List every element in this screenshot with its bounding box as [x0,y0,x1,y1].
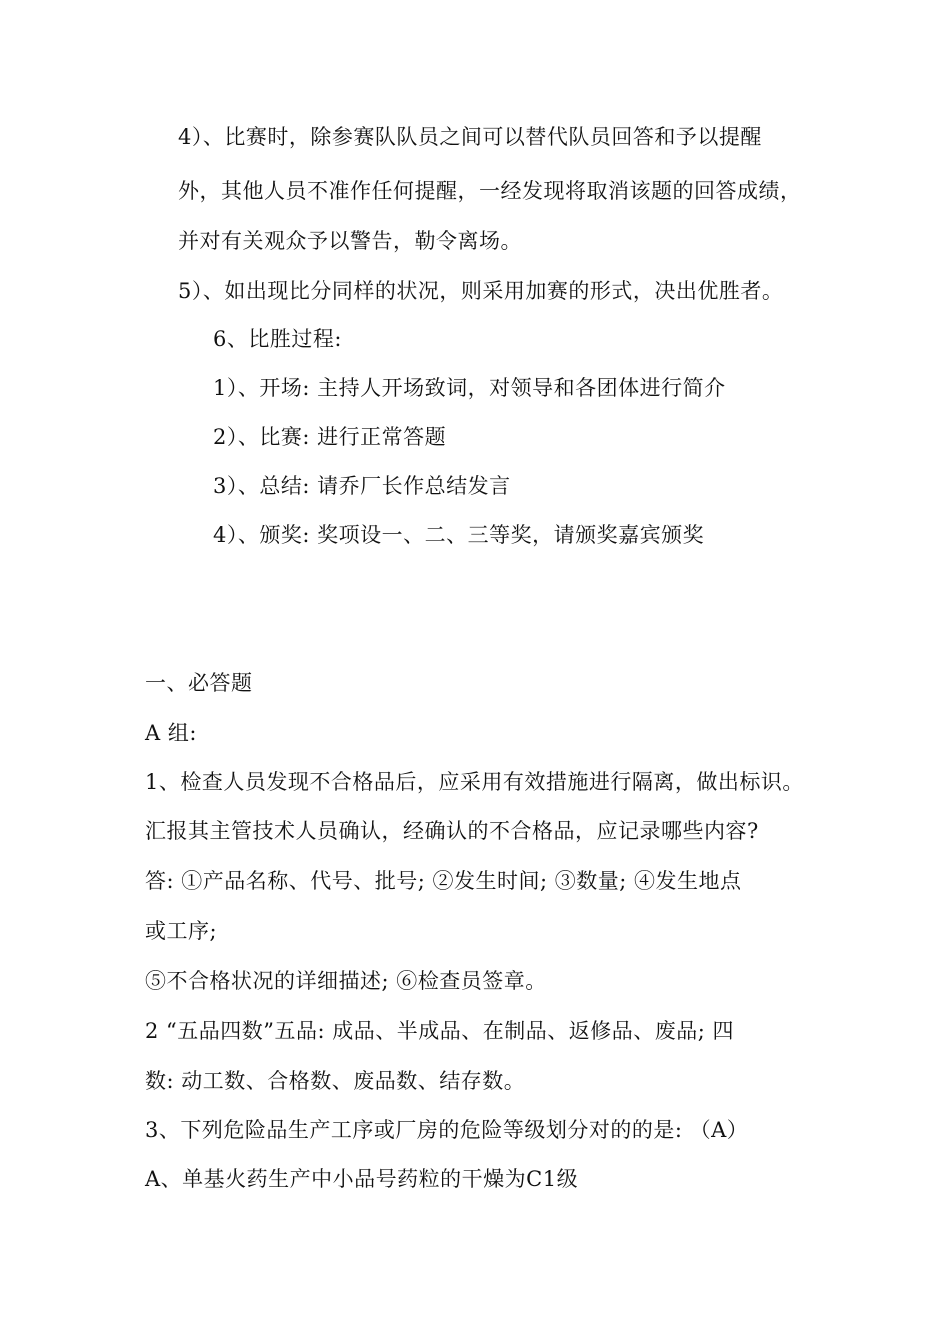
rule-4-line-2: 外，其他人员不准作任何提醒，一经发现将取消该题的回答成绩， [178,179,802,203]
process-item: 3）、总结: 请乔厂长作总结发言 [213,474,511,498]
process-item: 2）、比赛: 进行正常答题 [213,425,447,449]
rule-4-line-3: 并对有关观众予以警告，勒令离场。 [178,229,522,253]
process-heading: 6、比胜过程: [213,327,342,351]
process-item: 4）、颁奖: 奖项设一、二、三等奖，请颁奖嘉宾颁奖 [213,523,705,547]
question-3-line-1: 3、下列危险品生产工序或厂房的危险等级划分对的的是: （A） [145,1118,749,1142]
answer-1-line-3: ⑤不合格状况的详细描述; ⑥检查员签章。 [145,969,547,993]
question-3-option-a: A、单基火药生产中小品号药粒的干燥为C1级 [145,1167,579,1191]
question-2-line-1: 2 “五品四数”五品: 成品、半成品、在制品、返修品、废品; 四 [145,1019,735,1043]
rule-5: 5）、如出现比分同样的状况，则采用加赛的形式，决出优胜者。 [178,279,784,303]
question-2-line-2: 数: 动工数、合格数、废品数、结存数。 [145,1069,526,1093]
group-label: A 组: [145,721,197,745]
answer-1-line-2: 或工序; [145,919,218,943]
rule-4-line-1: 4）、比赛时，除参赛队队员之间可以替代队员回答和予以提醒 [178,125,762,149]
section-title: 一、必答题 [145,671,253,695]
question-1-line-2: 汇报其主管技术人员确认，经确认的不合格品，应记录哪些内容? [145,819,759,843]
process-item: 1）、开场: 主持人开场致词，对领导和各团体进行简介 [213,376,726,400]
question-1-line-1: 1、检查人员发现不合格品后，应采用有效措施进行隔离，做出标识。 [145,770,804,794]
answer-1-line-1: 答: ①产品名称、代号、批号; ②发生时间; ③数量; ④发生地点 [145,869,742,893]
